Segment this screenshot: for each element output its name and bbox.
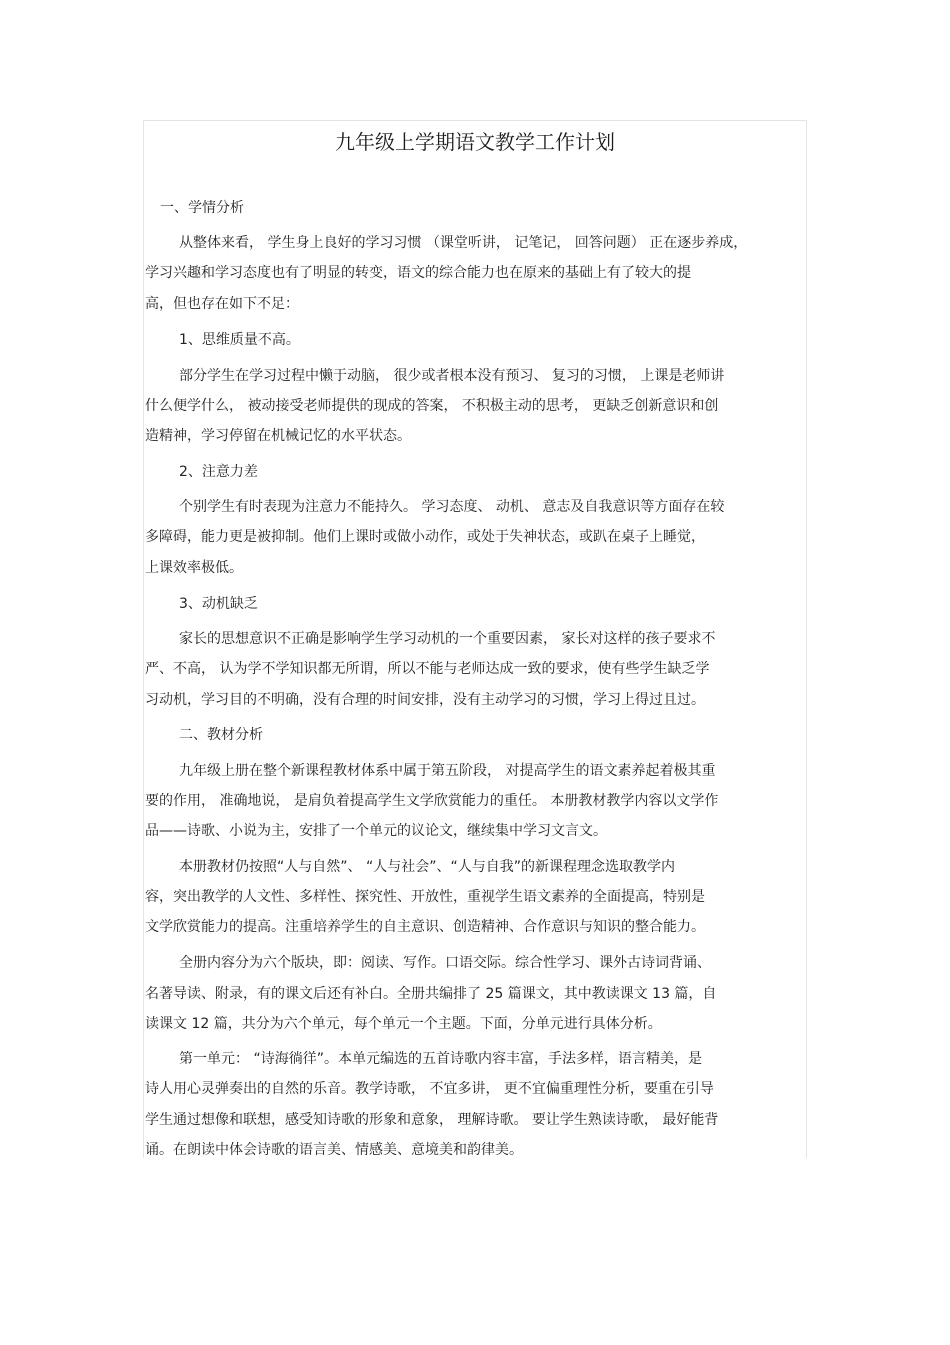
paragraph-line: 学生通过想像和联想，感受知诗歌的形象和意象， 理解诗歌。 要让学生熟读诗歌， 最好能背 (145, 1112, 719, 1128)
paragraph-line: 从整体来看， 学生身上良好的学习习惯 （课堂听讲， 记笔记， 回答问题） 正在逐步养成， (179, 235, 748, 251)
paragraph-line: 本册教材仍按照“人与自然”、 “人与社会”、“人与自我”的新课程理念选取教学内 (179, 859, 675, 875)
paragraph-line: 文学欣赏能力的提高。注重培养学生的自主意识、创造精神、合作意识与知识的整合能力。 (145, 919, 705, 935)
section-heading-textbook-analysis: 二、教材分析 (179, 727, 263, 743)
document-title: 九年级上学期语文教学工作计划 (335, 130, 615, 154)
paragraph-line: 学习兴趣和学习态度也有了明显的转变，语文的综合能力也在原来的基础上有了较大的提 (145, 265, 691, 281)
paragraph-line: 家长的思想意识不正确是影响学生学习动机的一个重要因素， 家长对这样的孩子要求不 (179, 631, 716, 647)
paragraph-line: 什么便学什么， 被动接受老师提供的现成的答案， 不积极主动的思考， 更缺乏创新意识和创 (145, 398, 719, 414)
paragraph-line: 容，突出教学的人文性、多样性、探究性、开放性，重视学生语文素养的全面提高，特别是 (145, 889, 705, 905)
paragraph-line: 要的作用， 准确地说， 是肩负着提高学生文学欣赏能力的重任。 本册教材教学内容以文学作 (145, 793, 719, 809)
subheading-attention: 2、注意力差 (179, 464, 258, 480)
paragraph-line: 多障碍，能力更是被抑制。他们上课时或做小动作，或处于失神状态，或趴在桌子上睡觉， (145, 529, 705, 545)
paragraph-line: 品——诗歌、小说为主，安排了一个单元的议论文，继续集中学习文言文。 (145, 823, 607, 839)
paragraph-line: 严、不高， 认为学不学知识都无所谓，所以不能与老师达成一致的要求，使有些学生缺乏学 (145, 661, 710, 677)
paragraph-line: 个别学生有时表现为注意力不能持久。 学习态度、 动机、 意志及自我意识等方面存在较 (179, 499, 725, 515)
paragraph-line: 第一单元： “诗海徜徉”。本单元编选的五首诗歌内容丰富，手法多样，语言精美，是 (179, 1051, 702, 1067)
subheading-thinking-quality: 1、思维质量不高。 (179, 332, 300, 348)
paragraph-line: 部分学生在学习过程中懒于动脑， 很少或者根本没有预习、 复习的习惯， 上课是老师讲 (179, 368, 725, 384)
paragraph-line: 习动机，学习目的不明确，没有合理的时间安排，没有主动学习的习惯，学习上得过且过。 (145, 692, 705, 708)
paragraph-line: 上课效率极低。 (145, 560, 243, 576)
subheading-motivation: 3、动机缺乏 (179, 596, 258, 612)
paragraph-line: 全册内容分为六个版块，即：阅读、写作。口语交际。综合性学习、课外古诗词背诵、 (179, 955, 711, 971)
paragraph-line: 读课文 12 篇，共分为六个单元，每个单元一个主题。下面，分单元进行具体分析。 (145, 1016, 662, 1032)
paragraph-line: 诵。在朗读中体会诗歌的语言美、情感美、意境美和韵律美。 (145, 1142, 523, 1158)
section-heading-learning-analysis: 一、学情分析 (160, 200, 244, 216)
paragraph-line: 九年级上册在整个新课程教材体系中属于第五阶段， 对提高学生的语文素养起着极其重 (179, 763, 716, 779)
paragraph-line: 高，但也存在如下不足： (145, 296, 299, 312)
paragraph-line: 名著导读、附录，有的课文后还有补白。全册共编排了 25 篇课文，其中教读课文 13 篇，自 (145, 986, 717, 1002)
paragraph-line: 诗人用心灵弹奏出的自然的乐音。教学诗歌， 不宜多讲， 更不宜偏重理性分析，要重在引导 (145, 1081, 714, 1097)
paragraph-line: 造精神，学习停留在机械记忆的水平状态。 (145, 428, 411, 444)
